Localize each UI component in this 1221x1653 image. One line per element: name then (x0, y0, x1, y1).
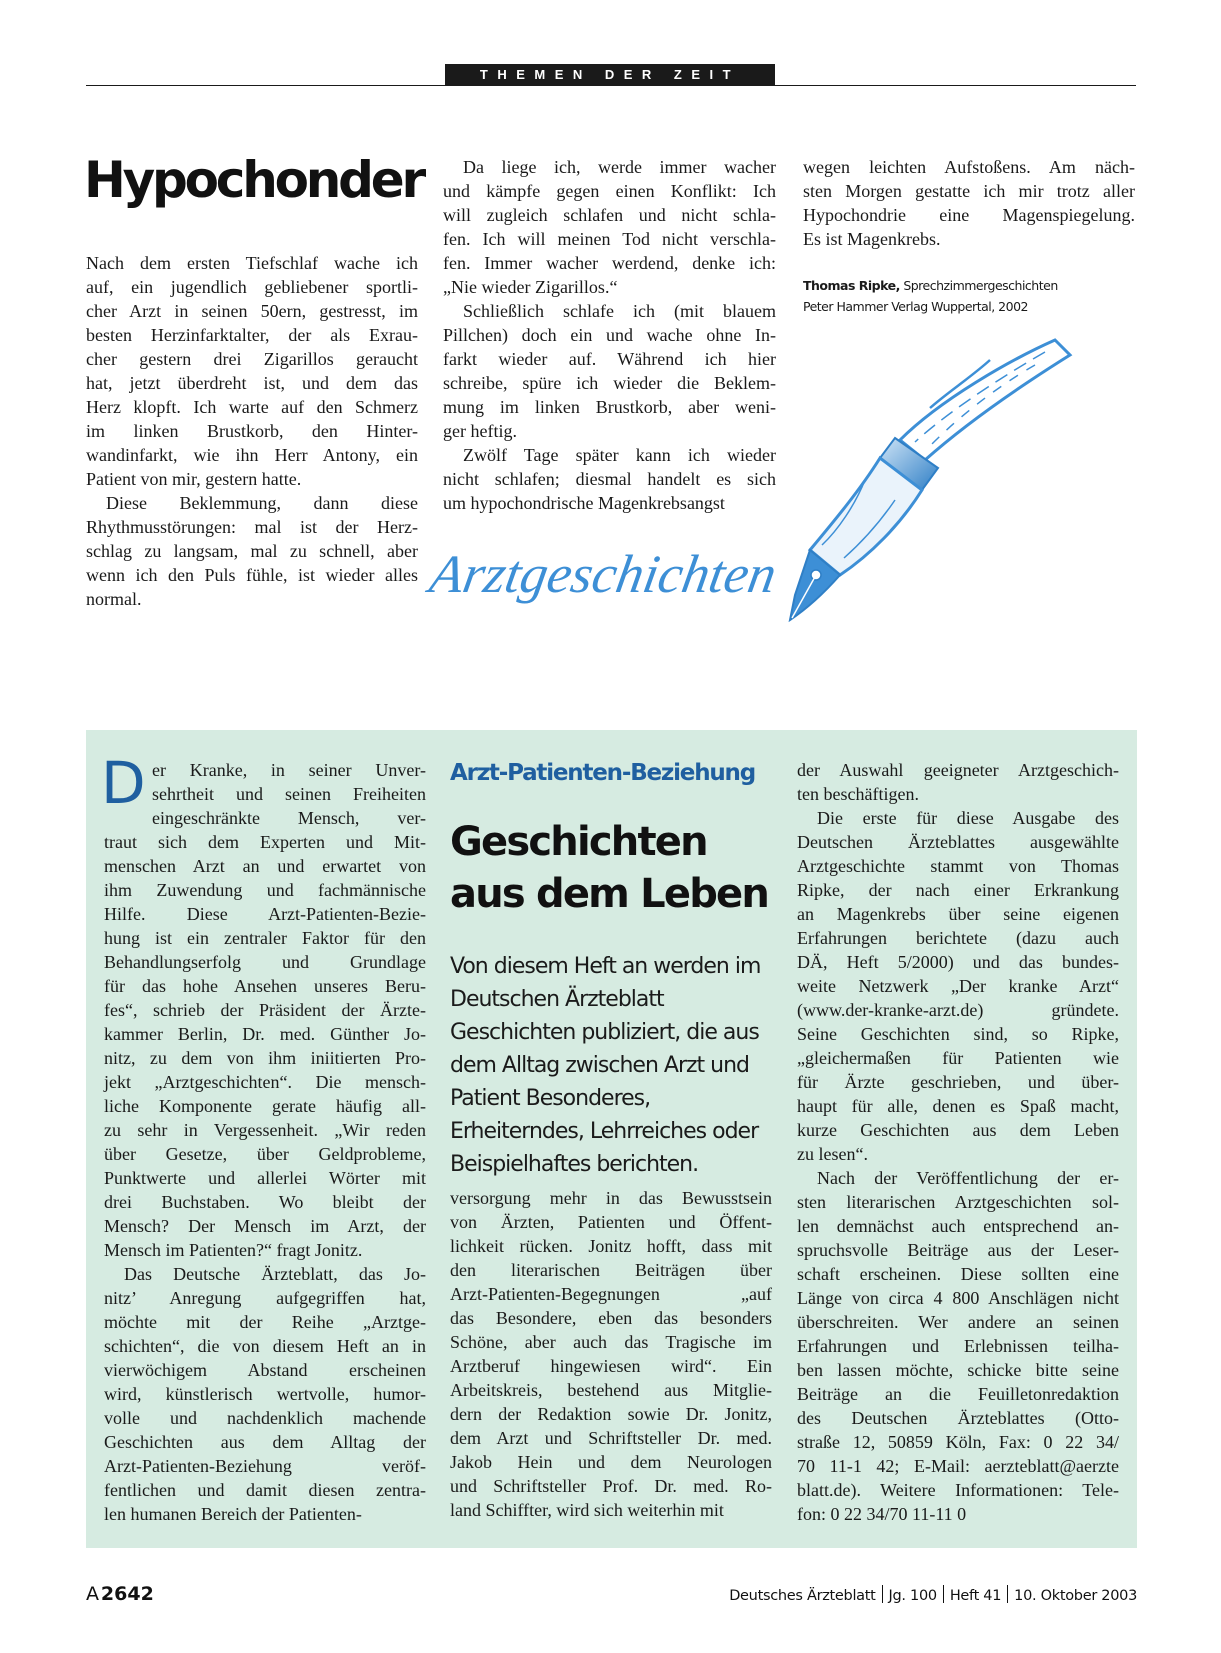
paragraph (450, 1186, 772, 1522)
text-line: traut sich dem Experten und Mit- (104, 832, 426, 852)
text-line: Die erste für diese Ausgabe des (817, 808, 1119, 828)
text-line: für das hohe Ansehen unseres Beru- (104, 976, 426, 996)
text-line: sehrtheit und seinen Freiheiten (152, 784, 426, 804)
text-line: ten beschäftigen. (797, 784, 919, 804)
text-line: volle und nachdenklich machende (104, 1408, 426, 1428)
page-number-value: 2642 (100, 1583, 154, 1605)
text-line: farkt wieder auf. Während ich hier (443, 349, 776, 369)
box-column-1 (104, 758, 426, 1526)
page-prefix: A (86, 1583, 99, 1605)
text-line: mung im linken Brustkorb, aber weni- (443, 397, 776, 417)
text-line: zu lesen“. (797, 1144, 868, 1164)
journal-date: 10. Oktober 2003 (1014, 1588, 1137, 1604)
credit-author: Thomas Ripke, (803, 278, 900, 293)
text-line: Zwölf Tage später kann ich wieder (463, 445, 776, 465)
text-line: haupt für alle, denen es Spaß macht, (797, 1096, 1119, 1116)
footer-divider (943, 1585, 944, 1603)
paragraph (86, 251, 418, 491)
text-line: er Kranke, in seiner Unver- (152, 760, 426, 780)
text-line: nitz’ Anregung aufgegriffen hat, (104, 1288, 426, 1308)
text-line: wird, künstlerisch wertvolle, humor- (104, 1384, 426, 1404)
paragraph (86, 491, 418, 611)
text-line: Arzt-Patienten-Beziehung veröf- (104, 1456, 426, 1476)
text-line: Deutschen Ärzteblattes ausgewählte (797, 832, 1119, 852)
text-line: Patient von mir, gestern hatte. (86, 469, 302, 489)
text-line: und kämpfe gegen einen Konflikt: Ich (443, 181, 776, 201)
text-line: schlag zu langsam, mal zu schnell, aber (86, 541, 418, 561)
text-line: jekt „Arztgeschichten“. Die mensch- (104, 1072, 426, 1092)
section-tag: THEMEN DER ZEIT (445, 64, 775, 86)
text-line: möchte mit der Reihe „Arztge- (104, 1312, 426, 1332)
text-line: wandinfarkt, wie ihn Herr Antony, ein (86, 445, 418, 465)
text-line: um hypochondrische Magenkrebsangst (443, 493, 725, 513)
text-line: menschen Arzt an und erwartet von (104, 856, 426, 876)
text-line: für Ärzte geschrieben, und über- (797, 1072, 1119, 1092)
footer-divider (882, 1585, 883, 1603)
paragraph (797, 758, 1119, 806)
text-line: weite Netzwerk „Der kranke Arzt“ (797, 976, 1119, 996)
text-line: cher Arzt in seinen 50ern, gestresst, im (86, 301, 418, 321)
text-line: Pillchen) doch ein und wache ohne In- (443, 325, 776, 345)
text-line: kurze Geschichten aus dem Leben (797, 1120, 1119, 1140)
paragraph (104, 758, 426, 1262)
journal-volume: Jg. 100 (888, 1588, 937, 1604)
text-line: Nach dem ersten Tiefschlaf wache ich (86, 253, 418, 273)
text-line: fentlichen und damit diesen zentra- (104, 1480, 426, 1500)
text-line: Erfahrungen und Erlebnissen teilha- (797, 1336, 1119, 1356)
arztgeschichten-logo-text: Arztgeschichten (425, 544, 782, 604)
text-line: ihm Zuwendung und fachmännische (104, 880, 426, 900)
text-line: ben lassen möchte, schicke bitte seine (797, 1360, 1119, 1380)
text-line: des Deutschen Ärzteblattes (Otto- (797, 1408, 1119, 1428)
text-line: Herz klopft. Ich warte auf den Schmerz (86, 397, 418, 417)
text-line: dem Arzt und Schriftsteller Dr. med. (450, 1428, 772, 1448)
text-line: Länge von circa 4 800 Anschlägen nicht (797, 1288, 1119, 1308)
text-line: Diese Beklemmung, dann diese (106, 493, 418, 513)
text-line: Arztberuf hingewiesen wird“. Ein (450, 1356, 772, 1376)
text-line: Geschichten aus dem Alltag der (104, 1432, 426, 1452)
article-column-3 (803, 155, 1135, 251)
text-line: versorgung mehr in das Bewusstsein (450, 1188, 772, 1208)
box-deck: Von diesem Heft an werden im Deutschen Ärzteblatt Geschichten publiziert, die aus dem Alltag zwischen Arzt und Patient Besonderes, Erheiterndes, Lehrreiches oder Beispielhaftes berichten. (450, 954, 761, 1177)
text-line: sten Morgen gestatte ich mir trotz aller (803, 181, 1135, 201)
box-kicker: Arzt-Patienten-Beziehung (450, 760, 755, 786)
text-line: fon: 0 22 34/70 11-11 0 (797, 1504, 967, 1524)
text-line: besten Herzinfarktalter, der als Exrau- (86, 325, 418, 345)
paragraph (797, 806, 1119, 1166)
fountain-pen-logo-illustration (425, 330, 1090, 650)
text-line: Mensch? Der Mensch im Arzt, der (104, 1216, 426, 1236)
text-line: sten literarischen Arztgeschichten sol- (797, 1192, 1119, 1212)
text-line: „Nie wieder Zigarillos.“ (443, 277, 618, 297)
text-line: überschreiten. Wer andere an seinen (797, 1312, 1119, 1332)
text-line: Arztgeschichte stammt von Thomas (797, 856, 1119, 876)
text-line: (www.der-kranke-arzt.de) gründete. (797, 1000, 1119, 1020)
paragraph (443, 155, 776, 299)
text-line: auf, ein jugendlich gebliebener sportli- (86, 277, 418, 297)
text-line: an Magenkrebs über seine eigenen (797, 904, 1119, 924)
paragraph (104, 1262, 426, 1526)
text-line: straße 12, 50859 Köln, Fax: 0 22 34/ (797, 1432, 1119, 1452)
credit-book: Sprechzimmergeschichten (903, 278, 1058, 293)
text-line: Seine Geschichten sind, so Ripke, (797, 1024, 1119, 1044)
text-line: ger heftig. (443, 421, 517, 441)
article-column-1 (86, 251, 418, 611)
journal-issue: Heft 41 (949, 1588, 1002, 1604)
text-line: Beiträge an die Feuilletonredaktion (797, 1384, 1119, 1404)
text-line: fen. Ich will meinen Tod nicht verschla- (443, 229, 776, 249)
text-line: nitz, zu dem von ihm iniitierten Pro- (104, 1048, 426, 1068)
text-line: schaft erscheinen. Diese sollten eine (797, 1264, 1119, 1284)
text-line: Ripke, der nach einer Erkrankung (797, 880, 1119, 900)
paragraph (797, 1166, 1119, 1526)
box-headline: Geschichten aus dem Leben (450, 819, 769, 917)
text-line: Es ist Magenkrebs. (803, 229, 941, 249)
text-line: Schöne, aber auch das Tragische im (450, 1332, 772, 1352)
text-line: drei Buchstaben. Wo bleibt der (104, 1192, 426, 1212)
article-title: Hypochonder (84, 151, 423, 209)
source-credit (803, 275, 1135, 317)
text-line: und Schriftsteller Prof. Dr. med. Ro- (450, 1476, 772, 1496)
journal-footer (729, 1585, 1137, 1604)
text-line: Nach der Veröffentlichung der er- (817, 1168, 1119, 1188)
text-line: Schließlich schlafe ich (mit blauem (463, 301, 776, 321)
text-line: Hilfe. Diese Arzt-Patienten-Bezie- (104, 904, 426, 924)
drop-cap: D (101, 749, 146, 817)
text-line: spruchsvolle Beiträge aus der Leser- (797, 1240, 1119, 1260)
text-line: zu sehr in Vergessenheit. „Wir reden (104, 1120, 426, 1140)
text-line: Da liege ich, werde immer wacher (463, 157, 776, 177)
text-line: hat, jetzt überdreht ist, und dem das (86, 373, 418, 393)
text-line: len humanen Bereich der Patienten- (104, 1504, 362, 1524)
footer-divider (1007, 1585, 1008, 1603)
text-line: Hypochondrie eine Magenspiegelung. (803, 205, 1135, 225)
text-line: nicht schlafen; diesmal handelt es sich (443, 469, 776, 489)
text-line: cher gestern drei Zigarillos geraucht (86, 349, 418, 369)
text-line: DÄ, Heft 5/2000) und das bundes- (797, 952, 1119, 972)
text-line: Jakob Hein und dem Neurologen (450, 1452, 772, 1472)
text-line: wegen leichten Aufstoßens. Am näch- (803, 157, 1135, 177)
text-line: normal. (86, 589, 142, 609)
text-line: len demnächst auch entsprechend an- (797, 1216, 1119, 1236)
text-line: Punktwerte und allerlei Wörter mit (104, 1168, 426, 1188)
credit-publisher: Peter Hammer Verlag Wuppertal, 2002 (803, 299, 1028, 314)
box-column-2 (450, 1186, 772, 1522)
text-line: lichkeit rücken. Jonitz hofft, dass mit (450, 1236, 772, 1256)
text-line: fes“, schrieb der Präsident der Ärzte- (104, 1000, 426, 1020)
text-line: Behandlungserfolg und Grundlage (104, 952, 426, 972)
text-line: will zugleich schlafen und nicht schla- (443, 205, 776, 225)
text-line: schreibe, spüre ich wieder die Beklem- (443, 373, 776, 393)
text-line: Erfahrungen berichtete (dazu auch (797, 928, 1119, 948)
text-line: blatt.de). Weitere Informationen: Tele- (797, 1480, 1119, 1500)
box-column-3 (797, 758, 1119, 1526)
text-line: von Ärzten, Patienten und Öffent- (450, 1212, 772, 1232)
text-line: vierwöchigem Abstand erscheinen (104, 1360, 426, 1380)
text-line: über Gesetze, über Geldprobleme, (104, 1144, 426, 1164)
text-line: kammer Berlin, Dr. med. Günther Jo- (104, 1024, 426, 1044)
text-line: Rhythmusstörungen: mal ist der Herz- (86, 517, 418, 537)
text-line: liche Komponente gerate häufig all- (104, 1096, 426, 1116)
text-line: land Schiffter, wird sich weiterhin mit (450, 1500, 724, 1520)
text-line: das Besondere, eben das besonders (450, 1308, 772, 1328)
text-line: Arbeitskreis, bestehend aus Mitglie- (450, 1380, 772, 1400)
text-line: wenn ich den Puls fühle, ist wieder alles (86, 565, 418, 585)
text-line: Mensch im Patienten?“ fragt Jonitz. (104, 1240, 363, 1260)
text-line: Das Deutsche Ärzteblatt, das Jo- (124, 1264, 426, 1284)
journal-name: Deutsches Ärzteblatt (729, 1588, 876, 1604)
text-line: fen. Immer wacher werdend, denke ich: (443, 253, 776, 273)
text-line: 70 11-1 42; E-Mail: aerzteblatt@aerzte (797, 1456, 1119, 1476)
text-line: der Auswahl geeigneter Arztgeschich- (797, 760, 1119, 780)
text-line: Arzt-Patienten-Begegnungen „auf (450, 1284, 772, 1304)
text-line: den literarischen Beiträgen über (450, 1260, 772, 1280)
text-line: eingeschränkte Mensch, ver- (152, 808, 426, 828)
text-line: dern der Redaktion sowie Dr. Jonitz, (450, 1404, 772, 1424)
text-line: „gleichermaßen für Patienten wie (797, 1048, 1119, 1068)
text-line: schichten“, die von diesem Heft an in (104, 1336, 426, 1356)
text-line: hung ist ein zentraler Faktor für den (104, 928, 426, 948)
pen-icon (790, 340, 1070, 620)
text-line: im linken Brustkorb, den Hinter- (86, 421, 418, 441)
paragraph (803, 155, 1135, 251)
page-number (86, 1583, 154, 1605)
